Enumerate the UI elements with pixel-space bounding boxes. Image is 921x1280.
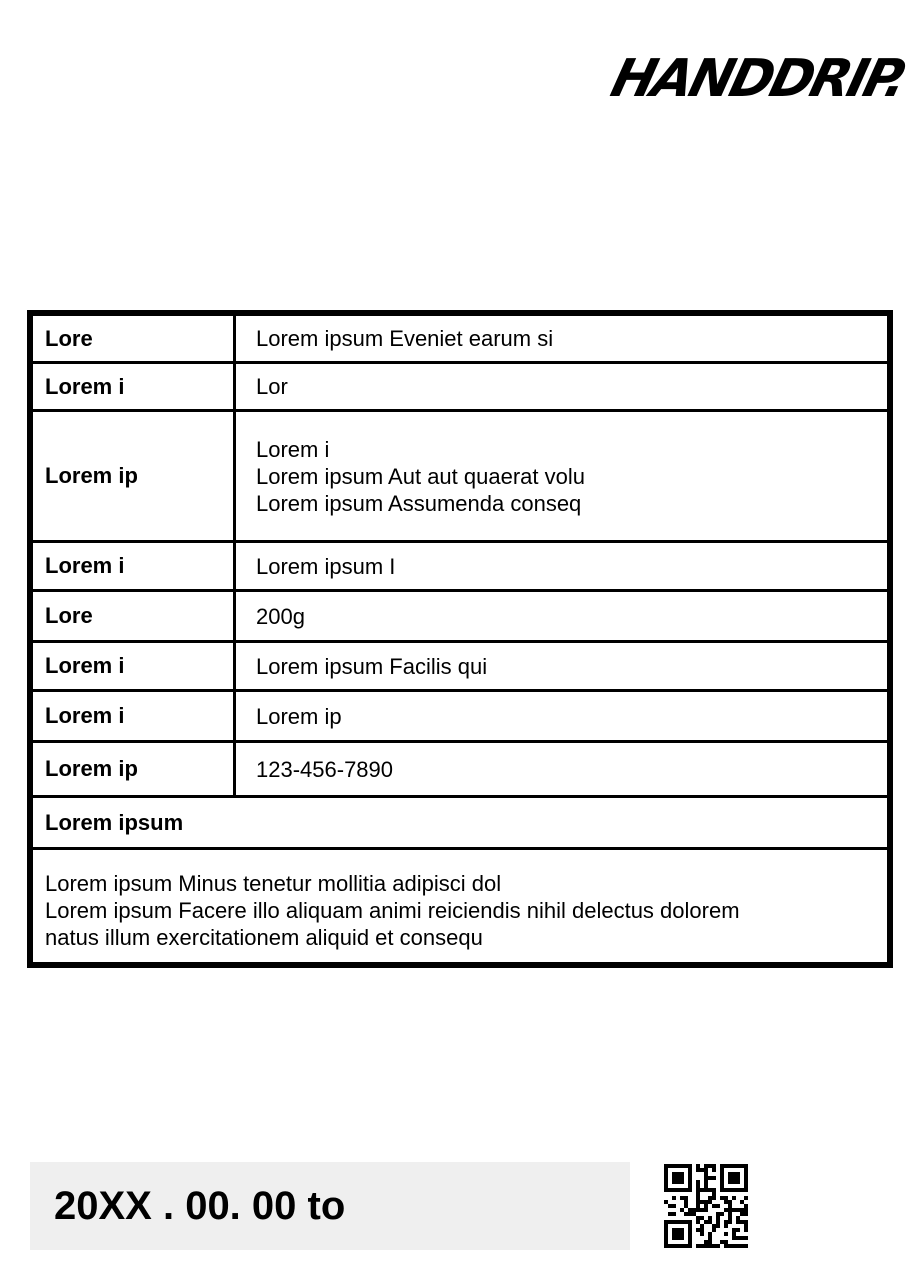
- qr-module: [680, 1196, 684, 1200]
- qr-module: [664, 1188, 668, 1192]
- qr-module: [704, 1168, 708, 1172]
- qr-module: [728, 1176, 732, 1180]
- qr-module: [728, 1208, 732, 1212]
- qr-module: [740, 1236, 744, 1240]
- qr-module: [688, 1208, 692, 1212]
- qr-module: [688, 1188, 692, 1192]
- qr-module: [684, 1244, 688, 1248]
- qr-module: [692, 1208, 696, 1212]
- qr-module: [672, 1172, 676, 1176]
- qr-module: [728, 1216, 732, 1220]
- qr-module: [688, 1172, 692, 1176]
- qr-module: [720, 1172, 724, 1176]
- qr-module: [732, 1164, 736, 1168]
- qr-module: [704, 1240, 708, 1244]
- qr-module: [676, 1228, 680, 1232]
- qr-module: [680, 1232, 684, 1236]
- qr-module: [704, 1204, 708, 1208]
- qr-module: [688, 1168, 692, 1172]
- row-label: Lorem i: [33, 643, 236, 689]
- qr-module: [672, 1212, 676, 1216]
- qr-module: [688, 1176, 692, 1180]
- qr-module: [720, 1188, 724, 1192]
- brand-logo: [605, 48, 911, 109]
- qr-module: [696, 1216, 700, 1220]
- qr-module: [736, 1236, 740, 1240]
- qr-module: [740, 1200, 744, 1204]
- qr-module: [732, 1228, 736, 1232]
- qr-module: [736, 1180, 740, 1184]
- qr-module: [664, 1244, 668, 1248]
- qr-module: [732, 1180, 736, 1184]
- qr-module: [744, 1168, 748, 1172]
- qr-module: [664, 1176, 668, 1180]
- qr-module: [728, 1244, 732, 1248]
- qr-module: [676, 1236, 680, 1240]
- qr-module: [720, 1180, 724, 1184]
- qr-module: [700, 1216, 704, 1220]
- qr-module: [704, 1188, 708, 1192]
- notes-block: [33, 850, 887, 962]
- qr-module: [740, 1220, 744, 1224]
- qr-module: [688, 1164, 692, 1168]
- qr-module: [724, 1196, 728, 1200]
- qr-module: [708, 1176, 712, 1180]
- row-label: Lorem i: [33, 692, 236, 740]
- qr-module: [732, 1188, 736, 1192]
- qr-module: [664, 1200, 668, 1204]
- qr-module: [688, 1220, 692, 1224]
- qr-module: [736, 1164, 740, 1168]
- qr-module: [704, 1244, 708, 1248]
- qr-module: [704, 1180, 708, 1184]
- qr-module: [704, 1220, 708, 1224]
- qr-module: [696, 1200, 700, 1204]
- qr-module: [712, 1228, 716, 1232]
- qr-module: [668, 1188, 672, 1192]
- qr-module: [664, 1240, 668, 1244]
- qr-module: [676, 1220, 680, 1224]
- qr-module: [696, 1204, 700, 1208]
- qr-module: [700, 1232, 704, 1236]
- row-value: Lor: [256, 374, 288, 399]
- qr-module: [680, 1220, 684, 1224]
- qr-module: [736, 1176, 740, 1180]
- qr-module: [672, 1188, 676, 1192]
- qr-module: [724, 1208, 728, 1212]
- qr-module: [744, 1196, 748, 1200]
- qr-module: [676, 1164, 680, 1168]
- qr-module: [688, 1184, 692, 1188]
- qr-module: [716, 1212, 720, 1216]
- row-label: Lorem ip: [33, 412, 236, 540]
- qr-module: [728, 1188, 732, 1192]
- qr-module: [736, 1228, 740, 1232]
- qr-module: [708, 1200, 712, 1204]
- qr-module: [744, 1172, 748, 1176]
- qr-module: [736, 1172, 740, 1176]
- qr-module: [680, 1164, 684, 1168]
- qr-module: [708, 1244, 712, 1248]
- qr-module: [680, 1208, 684, 1212]
- qr-module: [688, 1224, 692, 1228]
- qr-module: [720, 1212, 724, 1216]
- qr-module: [712, 1244, 716, 1248]
- qr-module: [716, 1204, 720, 1208]
- row-label: Lore: [33, 316, 236, 361]
- qr-module: [680, 1228, 684, 1232]
- qr-module: [736, 1208, 740, 1212]
- qr-module: [744, 1164, 748, 1168]
- qr-module: [708, 1240, 712, 1244]
- qr-module: [708, 1196, 712, 1200]
- qr-module: [664, 1164, 668, 1168]
- row-value: Lorem ipsum Facilis qui: [256, 653, 488, 679]
- qr-module: [684, 1196, 688, 1200]
- qr-module: [696, 1244, 700, 1248]
- qr-module: [696, 1180, 700, 1184]
- qr-module: [668, 1164, 672, 1168]
- qr-module: [688, 1244, 692, 1248]
- qr-module: [724, 1224, 728, 1228]
- qr-module: [696, 1192, 700, 1196]
- qr-module: [664, 1168, 668, 1172]
- qr-module: [704, 1200, 708, 1204]
- qr-module: [728, 1204, 732, 1208]
- qr-module: [704, 1176, 708, 1180]
- qr-code-icon: [664, 1164, 748, 1248]
- qr-module: [728, 1212, 732, 1216]
- qr-module: [672, 1220, 676, 1224]
- qr-module: [700, 1224, 704, 1228]
- qr-module: [684, 1164, 688, 1168]
- row-label: Lorem i: [33, 364, 236, 409]
- qr-module: [672, 1204, 676, 1208]
- qr-module: [728, 1172, 732, 1176]
- qr-module: [680, 1188, 684, 1192]
- qr-module: [672, 1244, 676, 1248]
- qr-module: [744, 1188, 748, 1192]
- qr-module: [728, 1220, 732, 1224]
- value-line: Lorem i: [256, 436, 330, 462]
- qr-module: [728, 1180, 732, 1184]
- qr-module: [692, 1212, 696, 1216]
- qr-module: [684, 1204, 688, 1208]
- qr-module: [680, 1176, 684, 1180]
- notes-line: natus illum exercitationem aliquid et consequ: [45, 925, 483, 950]
- notes-line: Lorem ipsum Facere illo aliquam animi reiciendis nihil delectus dolorem: [45, 898, 740, 923]
- qr-module: [744, 1244, 748, 1248]
- qr-module: [684, 1220, 688, 1224]
- qr-module: [696, 1220, 700, 1224]
- qr-module: [720, 1164, 724, 1168]
- qr-module: [672, 1196, 676, 1200]
- qr-module: [724, 1240, 728, 1244]
- value-line: Lorem ipsum Assumenda conseq: [256, 490, 582, 516]
- qr-module: [676, 1244, 680, 1248]
- logo-wordmark: HANDDRIP.: [605, 48, 911, 109]
- qr-module: [700, 1208, 704, 1212]
- row-label: Lore: [33, 592, 236, 640]
- qr-module: [696, 1228, 700, 1232]
- date-range-box: [30, 1162, 630, 1250]
- qr-module: [688, 1232, 692, 1236]
- qr-module: [680, 1236, 684, 1240]
- table-row: [33, 543, 887, 592]
- qr-module: [728, 1164, 732, 1168]
- qr-module: [712, 1192, 716, 1196]
- qr-module: [700, 1168, 704, 1172]
- qr-module: [684, 1212, 688, 1216]
- qr-module: [684, 1188, 688, 1192]
- qr-module: [688, 1240, 692, 1244]
- qr-module: [708, 1164, 712, 1168]
- qr-module: [716, 1220, 720, 1224]
- qr-module: [732, 1196, 736, 1200]
- qr-module: [676, 1176, 680, 1180]
- qr-module: [724, 1200, 728, 1204]
- notes-line: Lorem ipsum Minus tenetur mollitia adipisci dol: [45, 871, 502, 896]
- qr-module: [724, 1244, 728, 1248]
- qr-module: [732, 1172, 736, 1176]
- qr-module: [664, 1224, 668, 1228]
- date-range-text: 20XX . 00. 00 to: [54, 1183, 346, 1228]
- qr-module: [704, 1164, 708, 1168]
- qr-module: [664, 1184, 668, 1188]
- qr-module: [716, 1216, 720, 1220]
- qr-module: [736, 1216, 740, 1220]
- value-line: Lorem ipsum Aut aut quaerat volu: [256, 463, 585, 489]
- row-label: Lorem ip: [33, 743, 236, 795]
- qr-module: [700, 1200, 704, 1204]
- qr-module: [728, 1200, 732, 1204]
- qr-module: [712, 1176, 716, 1180]
- qr-module: [680, 1172, 684, 1176]
- qr-module: [736, 1244, 740, 1248]
- qr-module: [720, 1240, 724, 1244]
- qr-module: [744, 1176, 748, 1180]
- qr-module: [700, 1244, 704, 1248]
- qr-module: [700, 1228, 704, 1232]
- qr-module: [684, 1200, 688, 1204]
- qr-module: [744, 1204, 748, 1208]
- table-row: [33, 743, 887, 798]
- qr-module: [712, 1204, 716, 1208]
- spec-table: [27, 310, 893, 968]
- qr-module: [668, 1220, 672, 1224]
- table-row: [33, 412, 887, 543]
- qr-module: [732, 1232, 736, 1236]
- qr-module: [664, 1180, 668, 1184]
- qr-module: [744, 1184, 748, 1188]
- qr-module: [724, 1232, 728, 1236]
- qr-module: [708, 1220, 712, 1224]
- qr-module: [736, 1188, 740, 1192]
- qr-module: [716, 1244, 720, 1248]
- qr-module: [740, 1188, 744, 1192]
- qr-module: [688, 1212, 692, 1216]
- qr-module: [716, 1224, 720, 1228]
- qr-module: [744, 1180, 748, 1184]
- qr-module: [744, 1208, 748, 1212]
- qr-module: [672, 1228, 676, 1232]
- qr-module: [704, 1184, 708, 1188]
- row-label: Lorem i: [33, 543, 236, 589]
- qr-module: [696, 1184, 700, 1188]
- qr-module: [708, 1188, 712, 1192]
- qr-module: [688, 1180, 692, 1184]
- qr-module: [672, 1164, 676, 1168]
- qr-module: [664, 1172, 668, 1176]
- qr-module: [712, 1188, 716, 1192]
- qr-module: [724, 1164, 728, 1168]
- qr-module: [720, 1168, 724, 1172]
- qr-module: [708, 1232, 712, 1236]
- qr-module: [672, 1176, 676, 1180]
- qr-module: [696, 1208, 700, 1212]
- qr-module: [664, 1228, 668, 1232]
- qr-module: [700, 1188, 704, 1192]
- qr-module: [672, 1180, 676, 1184]
- row-value: 123-456-7890: [256, 756, 394, 782]
- qr-module: [668, 1244, 672, 1248]
- row-value: Lorem ip: [256, 703, 342, 729]
- qr-module: [712, 1196, 716, 1200]
- qr-module: [676, 1232, 680, 1236]
- qr-module: [736, 1220, 740, 1224]
- qr-module: [720, 1196, 724, 1200]
- qr-module: [732, 1176, 736, 1180]
- qr-module: [676, 1180, 680, 1184]
- qr-module: [664, 1232, 668, 1236]
- row-value-multiline: [236, 412, 887, 540]
- qr-module: [672, 1232, 676, 1236]
- qr-module: [724, 1188, 728, 1192]
- qr-module: [712, 1168, 716, 1172]
- qr-module: [732, 1236, 736, 1240]
- qr-module: [744, 1220, 748, 1224]
- qr-module: [740, 1212, 744, 1216]
- table-row: [33, 364, 887, 412]
- qr-module: [704, 1172, 708, 1176]
- qr-module: [672, 1236, 676, 1240]
- table-row: [33, 643, 887, 692]
- qr-module: [696, 1168, 700, 1172]
- qr-module: [744, 1212, 748, 1216]
- qr-module: [740, 1208, 744, 1212]
- qr-module: [688, 1228, 692, 1232]
- qr-module: [680, 1244, 684, 1248]
- qr-module: [704, 1208, 708, 1212]
- qr-module: [696, 1188, 700, 1192]
- qr-module: [744, 1224, 748, 1228]
- qr-module: [696, 1164, 700, 1168]
- qr-module: [732, 1244, 736, 1248]
- qr-module: [744, 1236, 748, 1240]
- table-row: [33, 692, 887, 743]
- row-value: Lorem ipsum I: [256, 553, 396, 579]
- qr-module: [664, 1220, 668, 1224]
- qr-module: [676, 1188, 680, 1192]
- qr-module: [680, 1180, 684, 1184]
- qr-module: [708, 1216, 712, 1220]
- qr-module: [708, 1236, 712, 1240]
- row-value: 200g: [256, 603, 305, 629]
- qr-module: [668, 1204, 672, 1208]
- section-title: Lorem ipsum: [33, 798, 887, 850]
- table-row: [33, 316, 887, 364]
- qr-module: [688, 1236, 692, 1240]
- qr-module: [720, 1176, 724, 1180]
- qr-module: [664, 1236, 668, 1240]
- qr-module: [712, 1224, 716, 1228]
- qr-module: [744, 1228, 748, 1232]
- qr-module: [732, 1208, 736, 1212]
- qr-module: [720, 1184, 724, 1188]
- qr-module: [740, 1244, 744, 1248]
- qr-module: [712, 1164, 716, 1168]
- table-row: [33, 592, 887, 643]
- qr-module: [668, 1212, 672, 1216]
- qr-module: [724, 1220, 728, 1224]
- qr-module: [676, 1172, 680, 1176]
- qr-module: [696, 1196, 700, 1200]
- qr-module: [740, 1164, 744, 1168]
- row-value: Lorem ipsum Eveniet earum si: [256, 326, 554, 351]
